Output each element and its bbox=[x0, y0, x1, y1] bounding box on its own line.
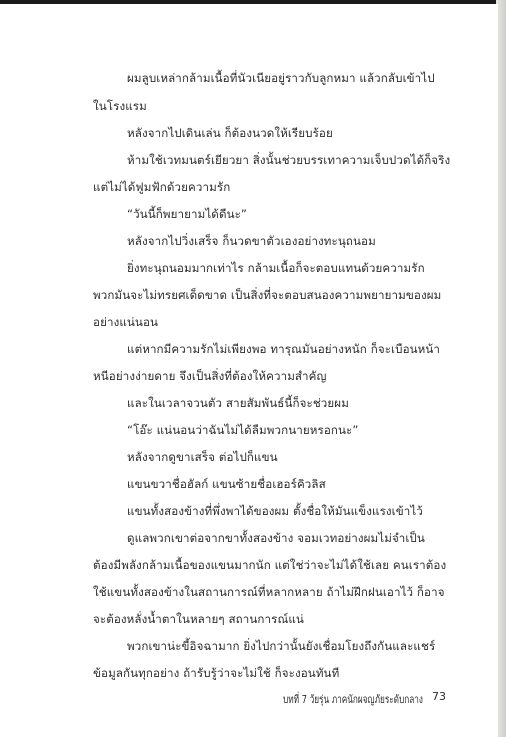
text-line-3: หลังจากไปเดินเล่น ก็ต้องนวดให้เรียบร้อย bbox=[127, 126, 333, 140]
text-line-4: ห้ามใช้เวทมนตร์เยียวยา สิ่งนั้นช่วยบรรเทาความเจ็บปวดได้ก็จริง bbox=[127, 153, 451, 167]
text-line-2: ในโรงแรม bbox=[93, 99, 147, 113]
book-page bbox=[0, 4, 498, 737]
text-line-9: พวกมันจะไม่ทรยศเด็ดขาด เป็นสิ่งที่จะตอบสนองความพยายามของผม bbox=[93, 288, 442, 302]
text-line-21: จะต้องหลั่งน้ำตาในหลายๆ สถานการณ์แน่ bbox=[93, 612, 304, 626]
running-footer-title: บทที่ 7 วัยรุ่น ภาคนักผจญภัยระดับกลาง bbox=[283, 693, 423, 706]
text-line-1: ผมลูบเหล่ากล้ามเนื้อที่นัวเนียอยู่ราวกับลูกหมา แล้วกลับเข้าไป bbox=[127, 71, 435, 85]
text-line-22: พวกเขาน่ะขี้อิจฉามาก ยิ่งไปกว่านั้นยังเชื่อมโยงถึงกันและแชร์ bbox=[127, 639, 436, 653]
text-line-13: และในเวลาจวนตัว สายสัมพันธ์นี้ก็จะช่วยผม bbox=[127, 396, 349, 410]
text-line-14: “โอ๊ะ แน่นอนว่าฉันไม่ได้ลืมพวกนายหรอกนะ” bbox=[127, 423, 359, 437]
text-line-23: ข้อมูลกันทุกอย่าง ถ้ารับรู้ว่าจะไม่ใช้ ก็จะงอนทันที bbox=[93, 666, 340, 680]
text-line-12: หนีอย่างง่ายดาย จึงเป็นสิ่งที่ต้องให้ความสำคัญ bbox=[93, 369, 327, 383]
text-line-11: แต่หากมีความรักไม่เพียงพอ ทารุณมันอย่างหนัก ก็จะเบือนหน้า bbox=[127, 342, 441, 356]
text-line-15: หลังจากดูขาเสร็จ ต่อไปก็แขน bbox=[127, 450, 278, 464]
text-line-10: อย่างแน่นอน bbox=[93, 315, 159, 329]
text-line-17: แขนทั้งสองข้างที่พึ่งพาได้ของผม ตั้งชื่อให้มันแข็งแรงเข้าไว้ bbox=[127, 504, 423, 518]
text-line-8: ยิ่งทะนุถนอมมากเท่าไร กล้ามเนื้อก็จะตอบแทนด้วยความรัก bbox=[127, 261, 425, 275]
text-line-6: “วันนี้ก็พยายามได้ดีนะ” bbox=[127, 207, 248, 221]
text-line-7: หลังจากไปวิ่งเสร็จ ก็นวดขาตัวเองอย่างทะนุถนอม bbox=[127, 234, 376, 248]
text-line-19: ต้องมีพลังกล้ามเนื้อของแขนมากนัก แต่ใช่ว่าจะไม่ได้ใช้เลย คนเราต้อง bbox=[93, 558, 447, 572]
page-number: 73 bbox=[432, 690, 446, 703]
text-line-18: ดูแลพวกเขาต่อจากขาทั้งสองข้าง จอมเวทอย่างผมไม่จำเป็น bbox=[127, 531, 425, 545]
text-line-16: แขนขวาชื่อฮัลก์ แขนซ้ายชื่อเฮอร์คิวลิส bbox=[127, 477, 326, 491]
text-line-5: แต่ไม่ได้ฟูมฟักด้วยความรัก bbox=[93, 180, 231, 194]
text-line-20: ใช้แขนทั้งสองข้างในสถานการณ์ที่หลากหลาย ถ้าไม่ฝึกฝนเอาไว้ ก็อาจ bbox=[93, 585, 445, 599]
